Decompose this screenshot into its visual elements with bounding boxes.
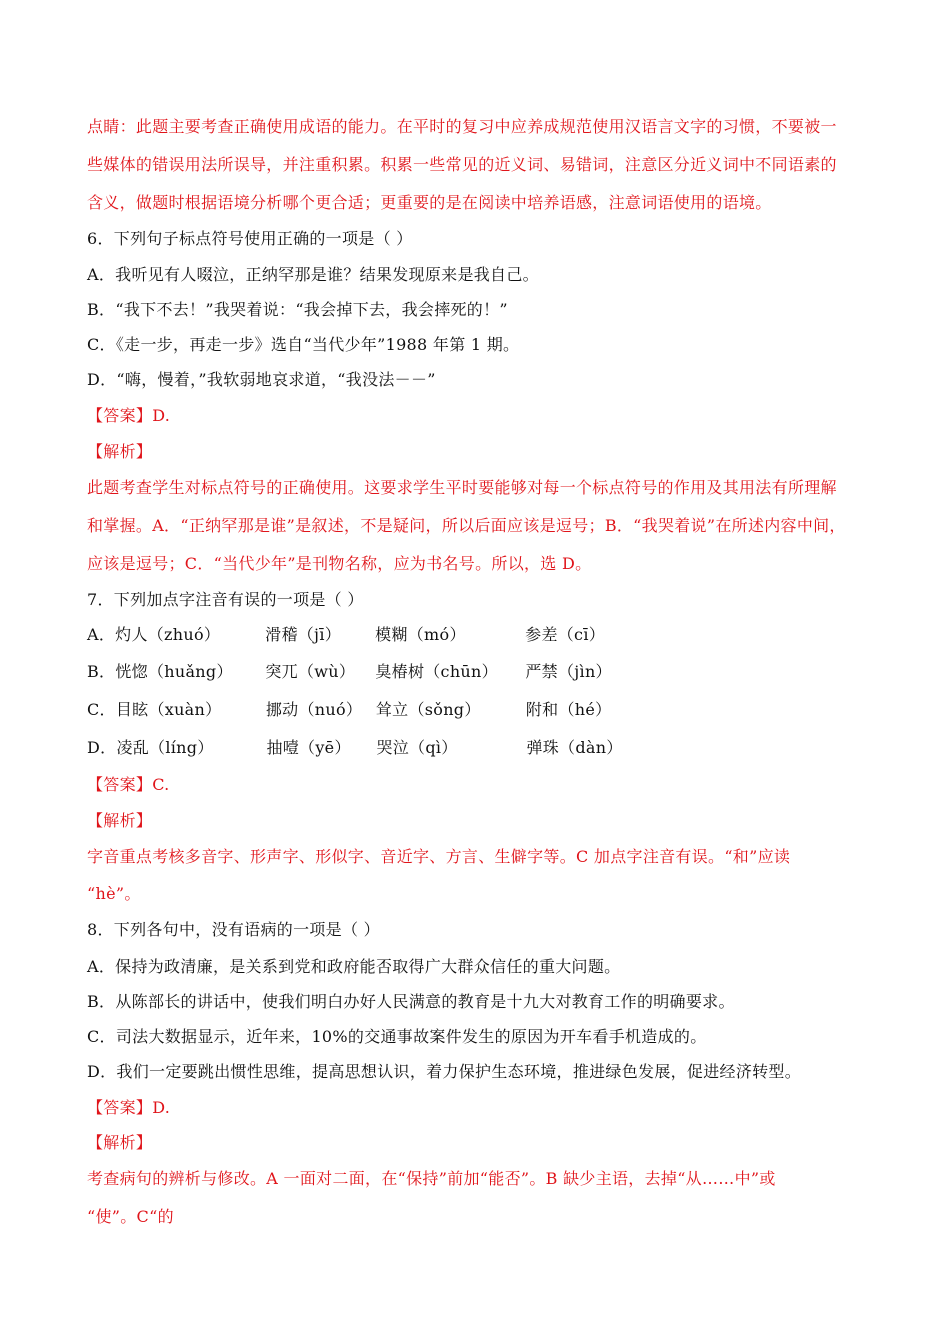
q6-option-a: A．我听见有人啜泣，正纳罕那是谁？结果发现原来是我自己。 [87, 265, 539, 284]
q6-analysis-line2: 和掌握。A．“正纳罕那是谁”是叙述，不是疑问，所以后面应该是逗号；B．“我哭着说”在所述内容中间， [87, 516, 846, 535]
q7-analysis-label: 【解析】 [87, 811, 153, 830]
q8-analysis-line2: “使”。C“的 [87, 1207, 174, 1226]
q6-stem: 6．下列句子标点符号使用正确的一项是（ ） [87, 229, 413, 248]
q8-stem: 8．下列各句中，没有语病的一项是（ ） [87, 920, 380, 939]
q7-c-item-2: 挪动（nuó） [265, 700, 363, 719]
q7-c-item-1: 目眩（xuàn） [115, 700, 222, 719]
note5-line1: 点睛：此题主要考查正确使用成语的能力。在平时的复习中应养成规范使用汉语言文字的习惯，不要被一 [87, 117, 837, 136]
q7-b-item-4: 严禁（jìn） [525, 662, 612, 681]
q7-option-c [87, 699, 611, 721]
q7-c-item-4: 附和（hé） [525, 700, 612, 719]
q7-d-item-3: 哭泣（qì） [376, 738, 458, 757]
q8-answer: 【答案】D. [87, 1098, 171, 1117]
q6-analysis-label: 【解析】 [87, 442, 153, 461]
q8-option-d: D．我们一定要跳出惯性思维，提高思想认识，着力保护生态环境，推进绿色发展，促进经济转型。 [87, 1062, 802, 1081]
q7-c-item-3: 耸立（sǒng） [375, 700, 481, 719]
q7-option-d [87, 737, 623, 759]
q8-option-c: C．司法大数据显示，近年来，10%的交通事故案件发生的原因为开车看手机造成的。 [87, 1027, 707, 1046]
option-label: A． [87, 625, 116, 644]
q7-stem: 7．下列加点字注音有误的一项是（ ） [87, 590, 364, 609]
note5-line2: 些媒体的错误用法所误导，并注重积累。积累一些常见的近义词、易错词，注意区分近义词中不同语素的 [87, 155, 837, 174]
option-label: B． [87, 662, 116, 681]
note5-line3: 含义，做题时根据语境分析哪个更合适；更重要的是在阅读中培养语感，注意词语使用的语境。 [87, 193, 772, 212]
option-label: D． [87, 738, 117, 757]
q6-answer: 【答案】D. [87, 406, 171, 425]
q7-b-item-1: 恍惚（huǎng） [115, 662, 233, 681]
q7-a-item-2: 滑稽（jī） [265, 625, 342, 644]
q8-option-b: B．从陈部长的讲话中，使我们明白办好人民满意的教育是十九大对教育工作的明确要求。 [87, 992, 735, 1011]
q7-b-item-2: 突兀（wù） [265, 662, 356, 681]
q7-d-item-1: 凌乱（líng） [116, 738, 214, 757]
q6-option-b: B．“我下不去！”我哭着说：“我会掉下去，我会摔死的！” [87, 300, 508, 319]
q7-answer: 【答案】C. [87, 775, 170, 794]
q6-option-d: D．“嗨，慢着，”我软弱地哀求道，“我没法－－” [87, 370, 436, 389]
q7-analysis-line1: 字音重点考核多音字、形声字、形似字、音近字、方言、生僻字等。C 加点字注音有误。“和”应读 [87, 847, 791, 866]
q7-option-b [87, 661, 612, 683]
q7-d-item-4: 弹珠（dàn） [526, 738, 623, 757]
q7-a-item-1: 灼人（zhuó） [115, 625, 221, 644]
q6-analysis-line3: 应该是逗号；C．“当代少年”是刊物名称，应为书名号。所以，选 D。 [87, 554, 592, 573]
q7-a-item-3: 模糊（mó） [375, 625, 466, 644]
q6-analysis-line1: 此题考查学生对标点符号的正确使用。这要求学生平时要能够对每一个标点符号的作用及其用法有所理解 [87, 478, 837, 497]
q6-option-c: C．《走一步，再走一步》选自“当代少年”1988 年第 1 期。 [87, 335, 520, 354]
q7-b-item-3: 臭椿树（chūn） [375, 662, 498, 681]
q7-analysis-line2: “hè”。 [87, 884, 141, 903]
q8-analysis-line1: 考查病句的辨析与修改。A 一面对二面，在“保持”前加“能否”。B 缺少主语，去掉“从……中”或 [87, 1169, 776, 1188]
q7-d-item-2: 抽噎（yē） [266, 738, 351, 757]
q8-analysis-label: 【解析】 [87, 1133, 153, 1152]
q8-option-a: A．保持为政清廉，是关系到党和政府能否取得广大群众信任的重大问题。 [87, 957, 621, 976]
q7-a-item-4: 参差（cī） [525, 625, 606, 644]
q7-option-a [87, 624, 605, 646]
option-label: C． [87, 700, 116, 719]
